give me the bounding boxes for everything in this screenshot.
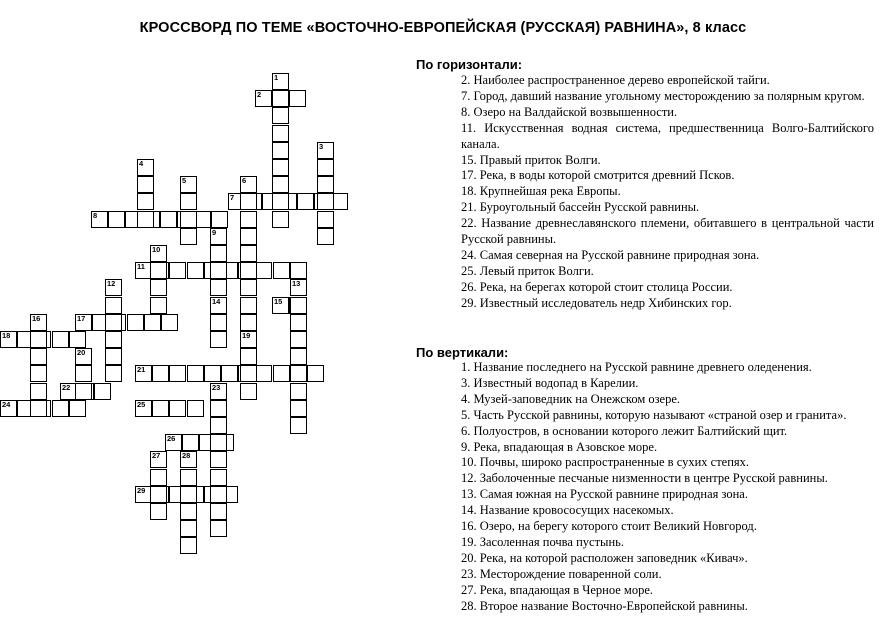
crossword-cell[interactable] <box>317 193 334 210</box>
clue-number: 9 <box>212 227 217 237</box>
clue-item: 28. Второе название Восточно-Европейской равнины. <box>461 598 748 613</box>
crossword-cell[interactable] <box>272 176 289 193</box>
clue-number: 3 <box>319 141 324 151</box>
crossword-cell[interactable] <box>317 211 334 228</box>
crossword-cell[interactable] <box>169 365 186 382</box>
clue-item: 22. Название древнеславянского племени, обитавшего в центральной части Русской равнины. <box>461 216 874 247</box>
crossword-cell[interactable] <box>105 331 122 348</box>
crossword-cell[interactable] <box>210 383 227 400</box>
clue-number: 16 <box>32 313 41 323</box>
crossword-cell[interactable] <box>317 176 334 193</box>
crossword-cell[interactable] <box>30 348 47 365</box>
clue-number: 21 <box>137 365 146 375</box>
crossword-grid <box>0 0 410 636</box>
crossword-cell[interactable] <box>137 193 154 210</box>
clue-item: 20. Река, на которой расположен заповедник «Кивач». <box>461 550 748 565</box>
down-heading: По вертикали: <box>416 345 509 360</box>
clue-number: 22 <box>62 382 71 392</box>
crossword-cell[interactable] <box>69 331 86 348</box>
crossword-cell[interactable] <box>182 434 199 451</box>
crossword-cell[interactable] <box>180 451 197 468</box>
crossword-cell[interactable] <box>240 176 257 193</box>
clue-item: 12. Заболоченные песчаные низменности в центре Русской равнины. <box>461 471 828 486</box>
clue-item: 7. Город, давший название угольному месторождению за полярным кругом. <box>461 88 865 103</box>
crossword-cell[interactable] <box>290 417 307 434</box>
across-heading: По горизонтали: <box>416 57 523 72</box>
crossword-cell[interactable] <box>272 142 289 159</box>
crossword-cell[interactable] <box>272 297 289 314</box>
crossword-cell[interactable] <box>240 365 257 382</box>
crossword-cell[interactable] <box>180 176 197 193</box>
crossword-cell[interactable] <box>180 211 197 228</box>
clue-item: 14. Название кровососущих насекомых. <box>461 503 674 518</box>
crossword-cell[interactable] <box>240 228 257 245</box>
clue-item: 26. Река, на берегах которой стоит столица России. <box>461 279 733 294</box>
clue-number: 7 <box>230 193 235 203</box>
crossword-cell[interactable] <box>75 348 92 365</box>
crossword-cell[interactable] <box>30 400 47 417</box>
crossword-cell[interactable] <box>52 331 69 348</box>
crossword-cell[interactable] <box>273 262 290 279</box>
clue-number: 20 <box>77 348 86 358</box>
crossword-cell[interactable] <box>210 434 227 451</box>
crossword-cell[interactable] <box>240 331 257 348</box>
crossword-cell[interactable] <box>272 90 289 107</box>
crossword-cell[interactable] <box>105 297 122 314</box>
crossword-cell[interactable] <box>255 365 272 382</box>
crossword-cell[interactable] <box>187 262 204 279</box>
crossword-cell[interactable] <box>240 348 257 365</box>
clue-number: 1 <box>274 73 279 82</box>
crossword-cell[interactable] <box>152 365 169 382</box>
clue-number: 2 <box>257 90 262 100</box>
clue-item: 16. Озеро, на берегу которого стоит Великий Новгород. <box>461 519 757 534</box>
crossword-cell[interactable] <box>290 383 307 400</box>
page-title: КРОССВОРД ПО ТЕМЕ «ВОСТОЧНО-ЕВРОПЕЙСКАЯ (РУССКАЯ) РАВНИНА», 8 класс <box>139 20 747 36</box>
crossword-cell[interactable] <box>150 469 167 486</box>
crossword-cell[interactable] <box>210 279 227 296</box>
crossword-cell[interactable] <box>290 365 307 382</box>
crossword-cell[interactable] <box>150 486 167 503</box>
clue-number: 26 <box>167 434 176 444</box>
crossword-cell[interactable] <box>137 159 154 176</box>
crossword-cell[interactable] <box>169 262 186 279</box>
clue-number: 10 <box>152 245 161 254</box>
down-clue-list <box>416 360 874 615</box>
crossword-cell[interactable] <box>105 365 122 382</box>
clue-number: 6 <box>242 176 247 186</box>
crossword-cell[interactable] <box>94 383 111 400</box>
clue-number: 8 <box>93 210 98 220</box>
clue-number: 27 <box>152 451 161 461</box>
crossword-cell[interactable] <box>180 503 197 520</box>
clue-number: 12 <box>107 279 116 289</box>
clue-item: 23. Месторождение поваренной соли. <box>461 566 662 581</box>
crossword-cell[interactable] <box>0 331 17 348</box>
crossword-cell[interactable] <box>150 245 167 262</box>
clue-item: 19. Засоленная почва пустынь. <box>461 534 624 549</box>
crossword-cell[interactable] <box>30 383 47 400</box>
clue-item: 9. Река, впадающая в Азовское море. <box>461 439 658 454</box>
clue-number: 11 <box>137 262 145 272</box>
crossword-cell[interactable] <box>69 400 86 417</box>
crossword-cell[interactable] <box>187 400 204 417</box>
crossword-cell[interactable] <box>221 365 238 382</box>
crossword-cell[interactable] <box>210 314 227 331</box>
crossword-cell[interactable] <box>180 486 197 503</box>
crossword-cell[interactable] <box>30 365 47 382</box>
crossword-cell[interactable] <box>210 331 227 348</box>
clue-item: 3. Известный водопад в Карелии. <box>461 375 639 390</box>
crossword-cell[interactable] <box>210 400 227 417</box>
clue-number: 29 <box>137 485 146 495</box>
crossword-cell[interactable] <box>297 193 314 210</box>
crossword-cell[interactable] <box>180 193 197 210</box>
crossword-cell[interactable] <box>240 383 257 400</box>
crossword-cell[interactable] <box>91 211 108 228</box>
crossword-cell[interactable] <box>210 451 227 468</box>
crossword-cell[interactable] <box>180 469 197 486</box>
clue-item: 10. Почвы, широко распространенные в сухих степях. <box>461 455 750 470</box>
crossword-cell[interactable] <box>290 331 307 348</box>
crossword-cell[interactable] <box>211 211 228 228</box>
crossword-cell[interactable] <box>307 365 324 382</box>
crossword-cell[interactable] <box>135 400 152 417</box>
clue-item: 21. Буроугольный бассейн Русской равнины. <box>461 200 700 215</box>
crossword-cell[interactable] <box>210 228 227 245</box>
crossword-cell[interactable] <box>152 400 169 417</box>
clue-item: 4. Музей-заповедник на Онежском озере. <box>461 391 681 406</box>
crossword-cell[interactable] <box>240 314 257 331</box>
clue-number: 25 <box>137 399 146 409</box>
crossword-cell[interactable] <box>272 73 289 90</box>
clue-number: 17 <box>77 313 86 323</box>
crossword-cell[interactable] <box>210 417 227 434</box>
clue-item: 8. Озеро на Валдайской возвышенности. <box>461 104 678 119</box>
crossword-cell[interactable] <box>150 503 167 520</box>
crossword-cell[interactable] <box>105 348 122 365</box>
crossword-cell[interactable] <box>210 520 227 537</box>
crossword-cell[interactable] <box>210 486 227 503</box>
clue-item: 24. Самая северная на Русской равнине природная зона. <box>461 247 760 262</box>
crossword-cell[interactable] <box>30 331 47 348</box>
crossword-cell[interactable] <box>105 279 122 296</box>
crossword-cell[interactable] <box>240 297 257 314</box>
crossword-cell[interactable] <box>272 125 289 142</box>
crossword-cell[interactable] <box>150 451 167 468</box>
crossword-cell[interactable] <box>255 90 272 107</box>
crossword-cell[interactable] <box>105 314 122 331</box>
crossword-cell[interactable] <box>317 159 334 176</box>
crossword-cell[interactable] <box>272 193 289 210</box>
clue-item: 15. Правый приток Волги. <box>461 152 601 167</box>
crossword-cell[interactable] <box>75 383 92 400</box>
clue-item: 27. Река, впадающая в Черное море. <box>461 582 653 597</box>
crossword-cell[interactable] <box>150 262 167 279</box>
crossword-cell[interactable] <box>160 211 177 228</box>
clue-number: 28 <box>182 451 191 461</box>
crossword-cell[interactable] <box>272 107 289 124</box>
crossword-cell[interactable] <box>161 314 178 331</box>
crossword-cell[interactable] <box>150 279 167 296</box>
clue-number: 18 <box>2 331 11 340</box>
crossword-cell[interactable] <box>169 400 186 417</box>
crossword-cell[interactable] <box>240 211 257 228</box>
crossword-cell[interactable] <box>0 400 17 417</box>
crossword-cell[interactable] <box>317 228 334 245</box>
crossword-cell[interactable] <box>317 142 334 159</box>
crossword-cell[interactable] <box>290 348 307 365</box>
clue-item: 1. Название последнего на Русской равнине древнего оледенения. <box>461 360 812 374</box>
clue-item: 25. Левый приток Волги. <box>461 263 594 278</box>
crossword-cell[interactable] <box>240 279 257 296</box>
crossword-cell[interactable] <box>127 314 144 331</box>
crossword-cell[interactable] <box>290 279 307 296</box>
crossword-cell[interactable] <box>180 520 197 537</box>
crossword-cell[interactable] <box>137 211 154 228</box>
crossword-cell[interactable] <box>204 365 221 382</box>
crossword-cell[interactable] <box>108 211 125 228</box>
clue-item: 5. Часть Русской равнины, которую называют «страной озер и гранита». <box>461 407 847 422</box>
crossword-cell[interactable] <box>290 314 307 331</box>
crossword-cell[interactable] <box>150 297 167 314</box>
clue-number: 19 <box>242 331 251 340</box>
crossword-cell[interactable] <box>144 314 161 331</box>
crossword-cell[interactable] <box>210 503 227 520</box>
crossword-cell[interactable] <box>290 297 307 314</box>
crossword-cell[interactable] <box>180 537 197 554</box>
clue-number: 5 <box>182 176 187 186</box>
crossword-cell[interactable] <box>289 90 306 107</box>
crossword-cell[interactable] <box>75 365 92 382</box>
crossword-cell[interactable] <box>210 245 227 262</box>
crossword-cell[interactable] <box>210 262 227 279</box>
crossword-cell[interactable] <box>240 193 257 210</box>
crossword-cell[interactable] <box>255 262 272 279</box>
clue-item: 17. Река, в воды которой смотрится древний Псков. <box>461 168 735 183</box>
crossword-cell[interactable] <box>272 159 289 176</box>
clue-number: 14 <box>212 296 221 306</box>
crossword-cell[interactable] <box>187 365 204 382</box>
clue-number: 15 <box>274 296 283 306</box>
crossword-cell[interactable] <box>75 314 92 331</box>
clue-number: 13 <box>292 279 301 289</box>
clue-item: 13. Самая южная на Русской равнине природная зона. <box>461 487 748 502</box>
across-clue-list <box>416 73 874 312</box>
clue-number: 23 <box>212 382 221 392</box>
crossword-cell[interactable] <box>273 365 290 382</box>
clue-number: 24 <box>2 399 11 409</box>
crossword-cell[interactable] <box>240 245 257 262</box>
crossword-cell[interactable] <box>135 365 152 382</box>
clue-item: 11. Искусственная водная система, предшественница Волго-Балтийского канала. <box>461 120 874 151</box>
clue-item: 2. Наиболее распространенное дерево европейской тайги. <box>461 73 770 87</box>
clue-item: 18. Крупнейшая река Европы. <box>461 184 621 199</box>
clue-item: 29. Известный исследователь недр Хибинских гор. <box>461 295 732 310</box>
crossword-cell[interactable] <box>165 434 182 451</box>
crossword-cell[interactable] <box>240 262 257 279</box>
crossword-cell[interactable] <box>30 314 47 331</box>
crossword-cell[interactable] <box>52 400 69 417</box>
crossword-cell[interactable] <box>210 297 227 314</box>
crossword-cell[interactable] <box>180 228 197 245</box>
crossword-cell[interactable] <box>137 176 154 193</box>
crossword-cell[interactable] <box>210 469 227 486</box>
clue-number: 4 <box>139 159 144 168</box>
crossword-cell[interactable] <box>272 211 289 228</box>
crossword-cell[interactable] <box>290 262 307 279</box>
crossword-cell[interactable] <box>290 400 307 417</box>
clue-item: 6. Полуостров, в основании которого лежит Балтийский щит. <box>461 423 788 438</box>
